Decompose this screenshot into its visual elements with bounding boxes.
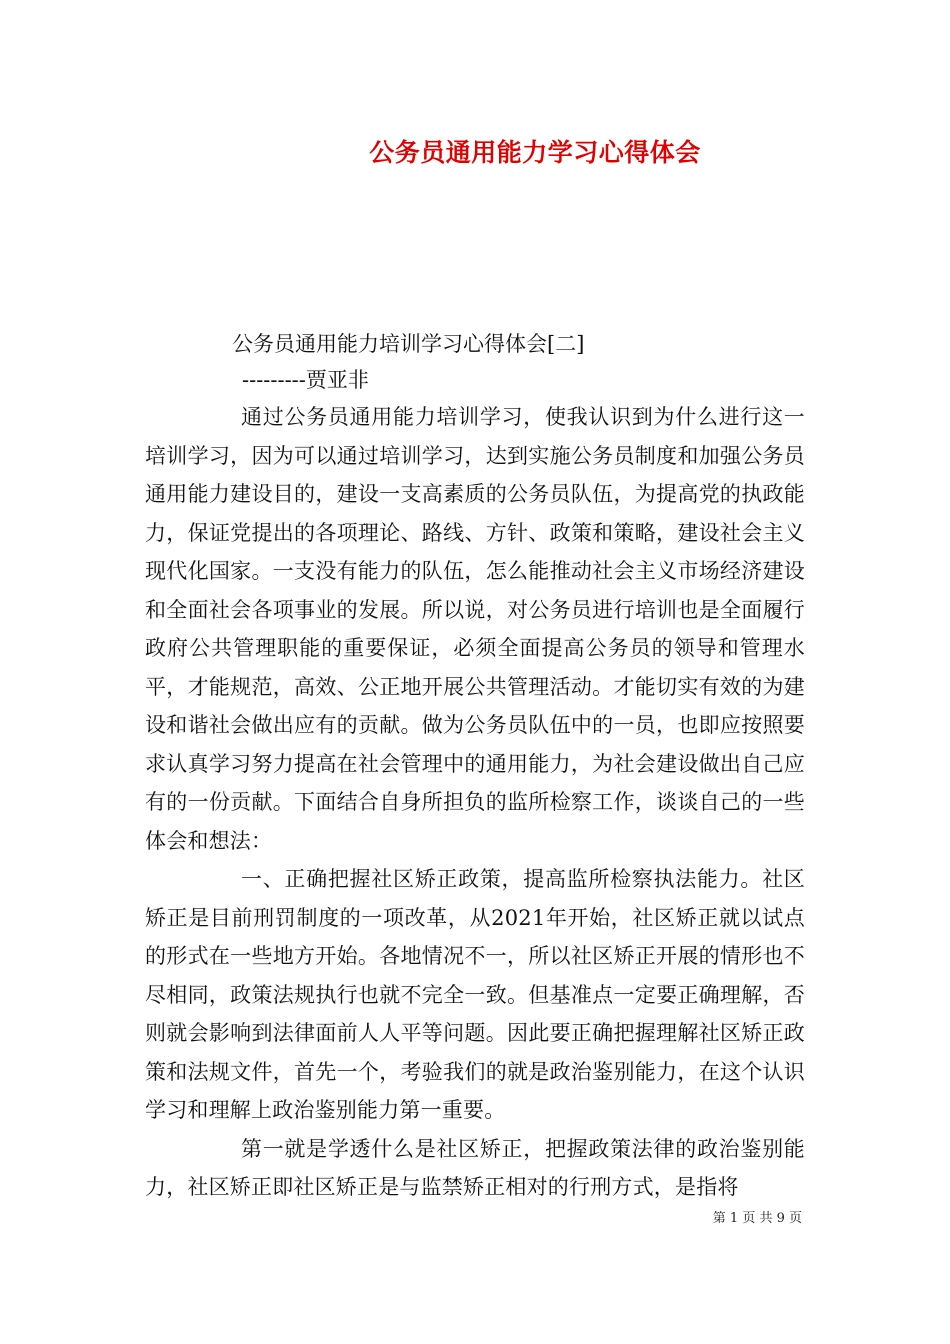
page-title: 公务员通用能力学习心得体会	[369, 138, 701, 167]
author-line: ---------贾亚非	[242, 368, 369, 392]
page-number-footer: 第 1 页 共 9 页	[712, 1211, 802, 1226]
document-subtitle: 公务员通用能力培训学习心得体会[二]	[232, 332, 585, 356]
paragraph: 一、正确把握社区矫正政策，提高监所检察执法能力。社区矫正是目前刑罚制度的一项改革，从2021年开始，社区矫正就以试点的形式在一些地方开始。各地情况不一，所以社区矫正开展的情形也不尽相同，政策法规执行也就不完全一致。但基准点一定要正确理解，否则就会影响到法律面前人人平等问题。因此要正确把握理解社区矫正政策和法规文件，首先一个，考验我们的就是政治鉴别能力，在这个认识学习和理解上政治鉴别能力第一重要。	[145, 867, 805, 1122]
paragraph: 通过公务员通用能力培训学习，使我认识到为什么进行这一培训学习，因为可以通过培训学习，达到实施公务员制度和加强公务员通用能力建设目的，建设一支高素质的公务员队伍，为提高党的执政能力，保证党提出的各项理论、路线、方针、政策和策略，建设社会主义现代化国家。一支没有能力的队伍，怎么能推动社会主义市场经济建设和全面社会各项事业的发展。所以说，对公务员进行培训也是全面履行政府公共管理职能的重要保证，必须全面提高公务员的领导和管理水平，才能规范，高效、公正地开展公共管理活动。才能切实有效的为建设和谐社会做出应有的贡献。做为公务员队伍中的一员，也即应按照要求认真学习努力提高在社会管理中的通用能力，为社会建设做出自己应有的一份贡献。下面结合自身所担负的监所检察工作，谈谈自己的一些体会和想法：	[145, 405, 805, 853]
document-body	[145, 398, 805, 1207]
paragraph: 第一就是学透什么是社区矫正，把握政策法律的政治鉴别能力，社区矫正即社区矫正是与监禁矫正相对的行刑方式，是指将	[145, 1136, 805, 1199]
